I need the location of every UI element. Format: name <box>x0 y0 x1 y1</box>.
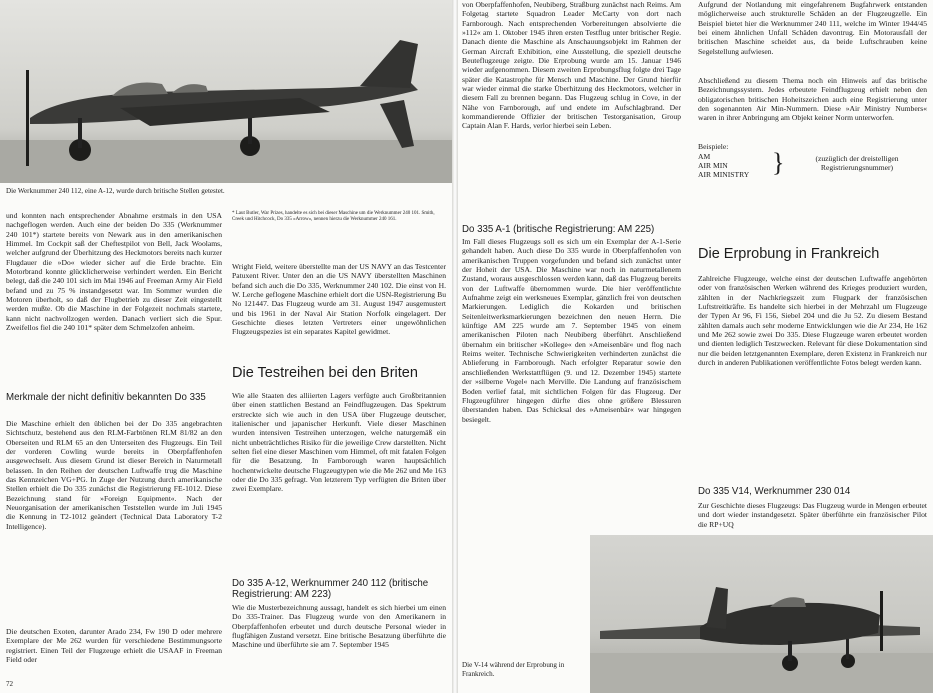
example-item: AM <box>698 152 711 161</box>
body-text-paragraph: Zur Geschichte dieses Flugzeugs: Das Flugzeug wurde in Mengen erbeutet und dort wieder instandgesetzt. Später überführte ein französischer Pilot die RP+UQ <box>698 501 927 529</box>
section-heading: Do 335 A-1 (britische Registrierung: AM 225) <box>462 224 655 235</box>
chapter-heading: Die Erprobung in Frankreich <box>698 246 880 262</box>
body-text-paragraph: Abschließend zu diesem Thema noch ein Hinweis auf das britische Bezeichnungssystem. Jedes erbeutete Feindflugzeug erhielt neben den obligatorischen britischen Hoheitszeichen auch eine Registrierung unter den sogenannten Air Min-Nummern. Diese »Air Ministry Numbers« waren in ihrer Anbringung am Objekt keiner Norm unterworfen. <box>698 76 927 123</box>
body-text-paragraph: Im Fall dieses Flugzeugs soll es sich um ein Exemplar der A-1-Serie gehandelt haben. Auch diese Do 335 wurde in Oberpfaffenhofen von amerikanischen Truppen vorgefunden und befand sich zunächst unter der Hoheit der USA. Die Maschine war noch in naturmetallenem Zustand, woraus ausgeschlossen werden kann, daß das Flugzeug bereits von der Luftwaffe übernommen wurde. Die hier veröffentlichte Aufnahme zeigt ein werksneues Exemplar, gänzlich frei von deutschen Markierungen. Lediglich die Kokarden und britischen Seitenleitwerksmarkierungen bezeichnen den neuen Herrn. Die künftige AM 225 wurde am 7. September 1945 von einem amerikanischen Piloten nach Neubiberg überführt. Anschließend übernahm ein britischer »Kollege« den »Ameisenbär« und flog nach Reims weiter. Technische Schwierigkeiten verhinderten zunächst die Ablieferung in Farnborough. Nach erfolgter Reparatur sowie den anschließenden Werkstattflügen (9. und 12. Dezember 1945) startete der »silberne Vogel« nach Merville. Die Landung auf französischem Boden verlief fatal, mit sichtlichen Folgen für das Flugzeug. Der Flugzeugführer hingegen dürfte dies ohne größere Blessuren überstanden haben. Das Schicksal des »Ameisenbär« war hingegen besiegelt. <box>462 237 681 424</box>
body-text-paragraph: Wie alle Staaten des alliierten Lagers verfügte auch Großbritannien über einen stattlichen Bestand an Feindflugzeugen. Das Spektrum erstreckte sich wie auch in den USA über Flugzeuge deutscher, italienischer und japanischer Herkunft. Viele dieser Maschinen wurden intensiven Testreihen unterzogen, welche naturgemäß ein nicht unbeträchtliches Risiko für die jeweilige Crew darstellten. Nicht selten fiel eine dieser Maschinen vom Himmel, oft mit fatalen Folgen für die Besatzung. In Farnborough waren hauptsächlich hochentwickelte deutsche Flugzeugtypen wie die Me 262 und Me 163 oder die Do 335 gefragt. Von letzterem Typ verfügten die Briten über zwei Exemplare. <box>232 391 446 494</box>
body-text-paragraph: Zahlreiche Flugzeuge, welche einst der deutschen Luftwaffe angehörten oder von französischen Werken während des Krieges produziert wurden, zählten in der Nachkriegszeit zum Flugpark der französischen Luftstreitkräfte. Es handelte sich hierbei in der Mehrzahl um Flugzeuge der Typen Ar 96, Fi 156, Siebel 204 und die Ju 52. Zu diesem Bestand zählten damals auch sehr moderne Entwicklungen wie die Ar 234, He 162 und Me 262 sowie zwei Do 335. Diese Flugzeuge waren erbeutet worden und dienten lediglich Testzwecken. Relevant für diese Dokumentation sind nur die beiden letztgenannten Exemplare, deren Existenz in Frankreich nur durch in anderen Publikationen veröffentlichte Fotos belegt werden kann. <box>698 274 927 368</box>
photo-caption: Die Werknummer 240 112, eine A-12, wurde durch britische Stellen getestet. <box>6 187 225 195</box>
page-number: 72 <box>6 680 14 688</box>
example-item: AIR MINISTRY <box>698 170 750 179</box>
footnote: * Laut Butler, War Prizes, handelte es sich bei dieser Maschine um die Werknummer 240 101. Smith, Creek und Hitchcock, Do 335 »Arrow«, nennen hierzu die Werknummer 240 161. <box>232 211 435 222</box>
section-heading: Do 335 V14, Werknummer 230 014 <box>698 486 851 497</box>
photo-caption: Die V-14 während der Erprobung in Frankreich. <box>462 661 565 678</box>
chapter-heading: Die Testreihen bei den Briten <box>232 365 418 381</box>
body-text-paragraph: Wie die Musterbezeichnung aussagt, handelt es sich hierbei um einen Do 335-Trainer. Das Flugzeug wurde von den Amerikanern in Oberpfaffenhofen erbeutet und durch deutsche Personal wieder in flugfähigen Zustand versetzt. Eine britische Besatzung überführte die Maschine und überführte sie am 7. September 1945 <box>232 603 446 650</box>
right-page <box>458 0 933 693</box>
body-text-paragraph: Aufgrund der Notlandung mit eingefahrenem Bugfahrwerk entstanden möglicherweise auch strukturelle Schäden an der Flugzeugzelle. Ein Beispiel bietet hier die Werknummer 240 111, welche im Winter 1944/45 bei einem ähnlichen Unfall Schäden davontrug. Ein Motorausfall der britischen Maschine scheidet aus, da beide Luftschrauben keine Segelstellung aufwiesen. <box>698 0 927 56</box>
example-item: AIR MIN <box>698 161 728 170</box>
examples-label: Beispiele: <box>698 142 729 151</box>
section-heading: Merkmale der nicht definitiv bekannten Do 335 <box>6 392 206 403</box>
body-text-paragraph: Wright Field, weitere überstellte man der US NAVY an das Testcenter Patuxent River. Unter den an die US NAVY überstellten Maschinen befand sich auch die Do 335, Werknummer 240 102. Die einst von H. W. Lerche geflogene Maschine erhielt dort die USN-Registrierung Bu No 121447. Das Flugzeug wurde am 31. August 1947 ausgemustert und bis 1961 in der Naval Air Station Norfolk eingelagert. Der Geschichte dieses letzten Vertreters einer ungewöhnlichen Flugzeugspezies ist ein separates Kapitel gewidmet. <box>232 262 446 337</box>
left-page <box>0 0 452 693</box>
body-text-paragraph: Die deutschen Exoten, darunter Arado 234, Fw 190 D oder mehrere Exemplare der Me 262 wurden für verschiedene Bestimmungsorte registriert. Einen Teil der Flugzeuge erhielt die USAAF in Freeman Field oder <box>6 627 222 665</box>
body-text-paragraph: von Oberpfaffenhofen, Neubiberg, Straßburg zunächst nach Reims. Am Folgetag startete Squadron Leader McCarty von dort nach Farnborough. Nach entsprechenden Vorbereitungen absolvierte die »112« am 1. Oktober 1945 ihren ersten Testflug unter britischer Regie. Danach diente die Maschine als Anschauungsobjekt im Rahmen der German Aircraft Exhibition, eine Ausstellung, die speziell deutsche Beuteflugzeuge zeigte. Die Erprobung wurde am 15. Januar 1946 wieder aufgenommen. Diesem zweiten Erprobungsflug folgte drei Tage später die Katastrophe für Mensch und Maschine. Der Grund hierfür war wieder einmal die starke Überhitzung des Heckmotors, welcher in diesem Fall zu brennen begann. Das Flugzeug schlug in Cove, in der Nähe von Farnborough, auf und endete im Aufschlagbrand. Der kommandierende Offizier der britischen Testorganisation, Group Captain Alan F. Hards, verlor hierbei sein Leben. <box>462 0 681 131</box>
aircraft-photo-v14 <box>590 535 933 693</box>
body-text-paragraph: und konnten nach entsprechender Abnahme erstmals in den USA nachgeflogen werden. Auch eine der beiden Do 335 (Werknummer 240 101*) startete bereits von Newark aus in den amerikanischen Himmel. Im Cockpit saß der Cheftestpilot von Bell, Jack Woolams, welcher aufgrund der Überhitzung des Heckmotors bereits nach kurzer Flugdauer die »Do« wieder sicher auf die Erde brachte. Ein Motorbrand konnte glücklicherweise verhindert werden. Ein Bericht belegt, daß die 240 101 sich im Mai 1946 auf Freeman Army Air Field befand und zu 75 % instandgesetzt war. Im Sommer wurden die Motoren überholt, so daß der Flugbetrieb zu dieser Zeit eingestellt werden mußte. Ob die Maschine in der Folgezeit nochmals startete, kann nicht nachvollzogen werden. Danach verliert sich die Spur. Zweifellos fiel die 240 101* später dem Schmelzofen anheim. <box>6 211 222 333</box>
brace-glyph: } <box>772 148 785 177</box>
aircraft-photo-a12 <box>0 0 452 183</box>
body-text-paragraph: Die Maschine erhielt den üblichen bei der Do 335 angebrachten Sichtschutz, bestehend aus den RLM-Farbtönen RLM 81/82 an den Oberseiten und RLM 65 an den Unterseiten des Flugzeugs. Ein Teil der vorderen Cowling wurde bereits in Oberpfaffenhofen ausgewechselt. Aus diesem Grund ist dieser Bereich in Naturmetall belassen. In den Reihen der deutschen Luftwaffe trug die Maschine das Kennzeichen VG+PG. In Zuge der Nutzung durch amerikanische Stellen erhielt die Do 335 zunächst die Registrierung FE-1012. Diese Bezeichnung stand für »Foreign Equipment«. Nach der Neuorganisation der amerikanischen Teststellen wurde im Juli 1945 die Kennung in T2-1012 geändert (Technical Data Laboratory T-2 Intelligence). <box>6 419 222 531</box>
brace-note: (zuzüglich der dreistelligen Registrierungsnummer) <box>815 154 899 173</box>
aircraft-v14-illustration <box>590 535 933 693</box>
section-heading: Do 335 A-12, Werknummer 240 112 (britische Registrierung: AM 223) <box>232 578 429 600</box>
aircraft-a12-illustration <box>0 0 452 183</box>
